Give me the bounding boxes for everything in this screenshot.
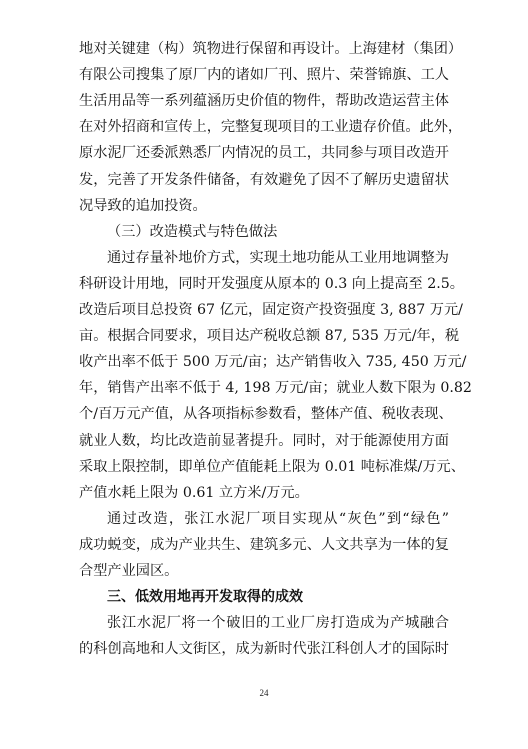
paragraph-line: 科研设计用地，同时开发强度从原本的 0.3 向上提高至 2.5。 <box>79 275 464 292</box>
paragraph-line: 原水泥厂还委派熟悉厂内情况的员工，共同参与项目改造开 <box>79 145 449 162</box>
paragraph-line: 收产出率不低于 500 万元/亩；达产销售收入 735, 450 万元/ <box>79 354 467 371</box>
paragraph-line: 改造后项目总投资 67 亿元，固定资产投资强度 3, 887 万元/ <box>79 302 463 318</box>
paragraph-line: 有限公司搜集了原厂内的诸如厂刊、照片、荣誉锦旗、工人 <box>79 67 449 84</box>
paragraph-line: 地对关键建（构）筑物进行保留和再设计。上海建材（集团） <box>79 41 463 57</box>
paragraph-line: 生活用品等一系列蕴涵历史价值的物件，帮助改造运营主体 <box>79 93 449 110</box>
page-number: 24 <box>259 688 269 698</box>
paragraph-line: 采取上限控制，即单位产值能耗上限为 0.01 吨标准煤/万元、 <box>79 458 465 475</box>
section-heading: 三、低效用地再开发取得的成效 <box>107 589 303 606</box>
subsection-heading: （三）改造模式与特色做法 <box>107 223 278 240</box>
paragraph-line: 发，完善了开发条件储备，有效避免了因不了解历史遗留状 <box>79 171 449 188</box>
paragraph-line: 通过改造，张江水泥厂项目实现从“灰色”到“绿色” <box>107 510 449 527</box>
paragraph-line: 在对外招商和宣传上，完整复现项目的工业遗存价值。此外， <box>79 119 463 136</box>
paragraph-line: 通过存量补地价方式，实现土地功能从工业用地调整为 <box>107 249 449 266</box>
paragraph-line: 况导致的追加投资。 <box>79 197 207 214</box>
paragraph-line: 就业人数，均比改造前显著提升。同时，对于能源使用方面 <box>79 432 449 449</box>
paragraph-line: 张江水泥厂将一个破旧的工业厂房打造成为产城融合 <box>107 615 449 632</box>
paragraph-line: 产值水耗上限为 0.61 立方米/万元。 <box>79 484 309 501</box>
paragraph-line: 个/百万元产值，从各项指标参数看，整体产值、税收表现、 <box>79 406 453 423</box>
paragraph-line: 的科创高地和人文街区，成为新时代张江科创人才的国际时 <box>79 641 449 658</box>
paragraph-line: 亩。根据合同要求，项目达产税收总额 87, 535 万元/年，税 <box>79 328 460 345</box>
paragraph-line: 年，销售产出率不低于 4, 198 万元/亩；就业人数下限为 0.82 <box>79 380 472 397</box>
paragraph-line: 成功蜕变，成为产业共生、建筑多元、人文共享为一体的复 <box>79 536 449 553</box>
paragraph-line: 合型产业园区。 <box>79 563 179 579</box>
